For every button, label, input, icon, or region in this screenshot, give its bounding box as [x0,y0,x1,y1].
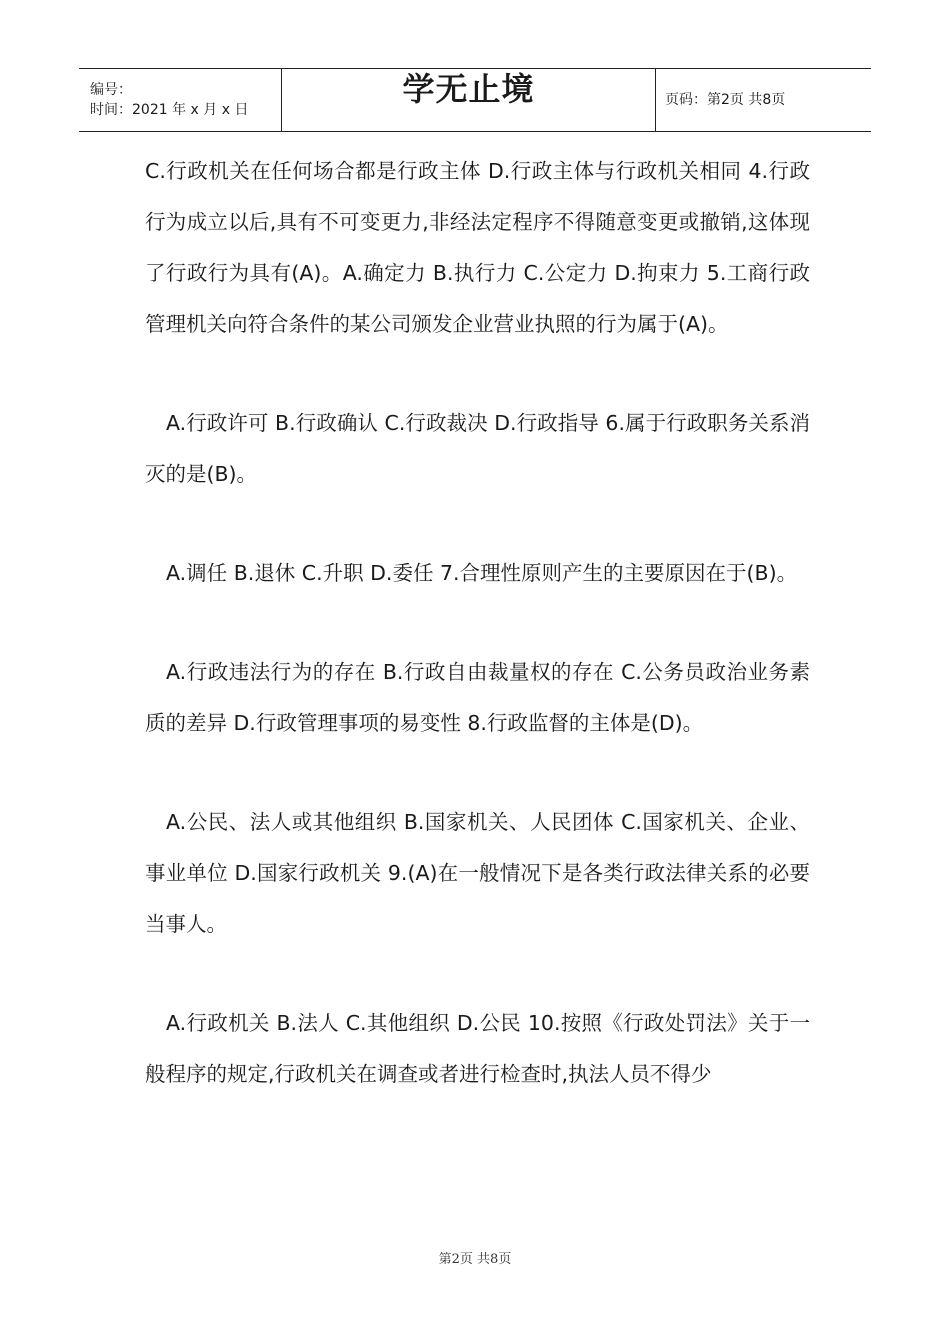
header-meta-cell [79,69,282,131]
header-page-label: 页码：第2页 共8页 [665,92,786,108]
header-title: 学无止境 [402,70,535,108]
header-title-cell [282,69,656,131]
paragraph: A.行政许可 B.行政确认 C.行政裁决 D.行政指导 6.属于行政职务关系消灭的是(B)。 [145,411,810,486]
paragraph: A.调任 B.退休 C.升职 D.委任 7.合理性原则产生的主要原因在于(B)。 [166,561,798,585]
paragraph: A.公民、法人或其他组织 B.国家机关、人民团体 C.国家机关、企业、事业单位 D.国家行政机关 9.(A)在一般情况下是各类行政法律关系的必要当事人。 [145,810,810,936]
paragraph: A.行政违法行为的存在 B.行政自由裁量权的存在 C.公务员政治业务素质的差异 D.行政管理事项的易变性 8.行政监督的主体是(D)。 [145,660,810,735]
document-number-label: 编号： [90,82,132,98]
document-body [145,146,810,1100]
page-footer: 第2页 共8页 [438,1252,512,1267]
paragraph: C.行政机关在任何场合都是行政主体 D.行政主体与行政机关相同 4.行政行为成立以后,具有不可变更力,非经法定程序不得随意变更或撤销,这体现了行政行为具有(A)。A.确定力 B.执行力 C.公定力 D.拘束力 5.工商行政管理机关向符合条件的某公司颁发企业营业执照的行为属于(A)。 [145,159,810,336]
document-header [79,68,871,132]
paragraph: A.行政机关 B.法人 C.其他组织 D.公民 10.按照《行政处罚法》关于一般程序的规定,行政机关在调查或者进行检查时,执法人员不得少 [145,1011,810,1086]
document-date-label: 时间：2021 年 x 月 x 日 [90,102,249,118]
header-page-cell [656,69,871,131]
